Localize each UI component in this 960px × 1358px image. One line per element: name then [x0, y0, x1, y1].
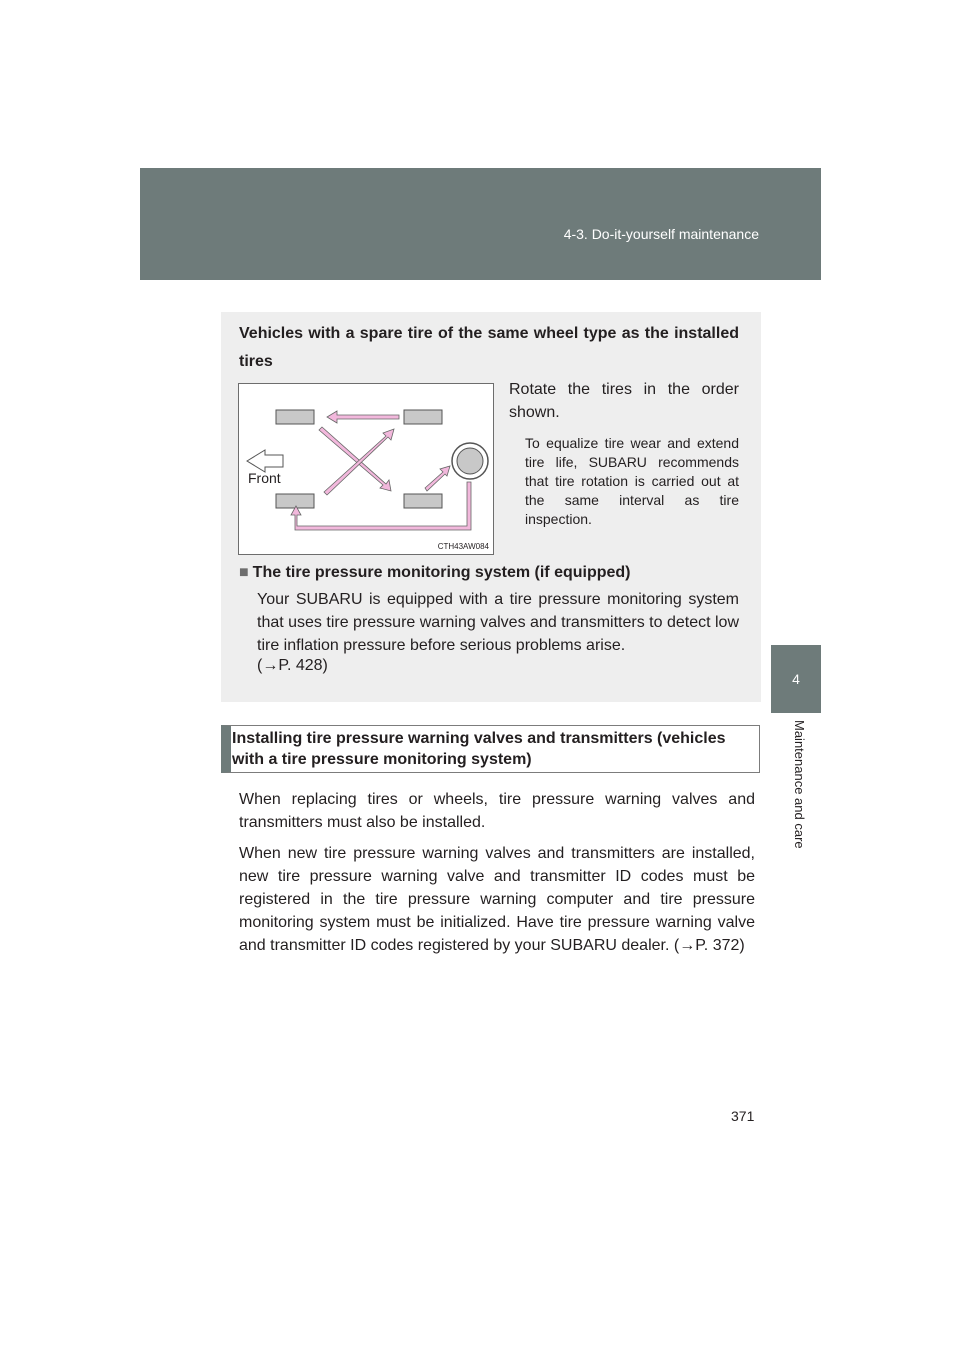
tpms-heading-text: The tire pressure monitoring system (if equipped) [252, 564, 631, 581]
arrow-fr-to-fl [327, 411, 399, 423]
square-bullet-icon: ■ [239, 564, 249, 581]
arrow-spare-to-rl [291, 482, 471, 530]
tpms-heading [239, 564, 631, 582]
box-heading: Vehicles with a spare tire of the same wheel type as the installed tires [239, 325, 739, 370]
section-heading-box [221, 725, 760, 773]
spare-tire-inner [457, 448, 483, 474]
section-title: 4-3. Do-it-yourself maintenance [563, 226, 759, 242]
tpms-page-ref: (→P. 428) [257, 657, 328, 674]
front-arrow-icon [247, 450, 283, 472]
rotate-instruction: Rotate the tires in the order shown. [509, 381, 739, 421]
rotation-note: To equalize tire wear and extend tire life, SUBARU recommends that tire rotation is carried out at the same interval as tire inspection. [525, 435, 739, 527]
paragraph-1: When replacing tires or wheels, tire pressure warning valves and transmitters must also be installed. [239, 791, 755, 831]
chapter-label: Maintenance and care [792, 720, 807, 849]
tire-rotation-diagram [238, 383, 494, 555]
arrow-rr-to-spare [425, 466, 450, 491]
front-label: Front [248, 470, 281, 486]
tire-rear-left [276, 494, 314, 508]
tire-front-right [404, 410, 442, 424]
chapter-tab: 4 [771, 645, 821, 713]
section-heading: Installing tire pressure warning valves and transmitters (vehicles with a tire pressure monitoring system) [232, 730, 726, 768]
tire-rear-right [404, 494, 442, 508]
info-box [221, 312, 761, 702]
page-number: 371 [731, 1108, 755, 1124]
tire-front-left [276, 410, 314, 424]
header-bar [140, 168, 821, 280]
arrow-fl-to-rr [319, 427, 391, 491]
paragraph-2: When new tire pressure warning valves and transmitters are installed, new tire pressure warning valve and transmitter ID codes must be registered in the tire pressure warning computer and tire pressure monitoring system must be initialized. Have tire pressure warning valve and transmitter ID codes registered by your SUBARU dealer. (→P. 372) [239, 845, 755, 954]
diagram-code: CTH43AW084 [437, 542, 489, 551]
tpms-body: Your SUBARU is equipped with a tire pressure monitoring system that uses tire pressure warning valves and transmitters to detect low tire inflation pressure before serious problems arise. [257, 591, 739, 654]
